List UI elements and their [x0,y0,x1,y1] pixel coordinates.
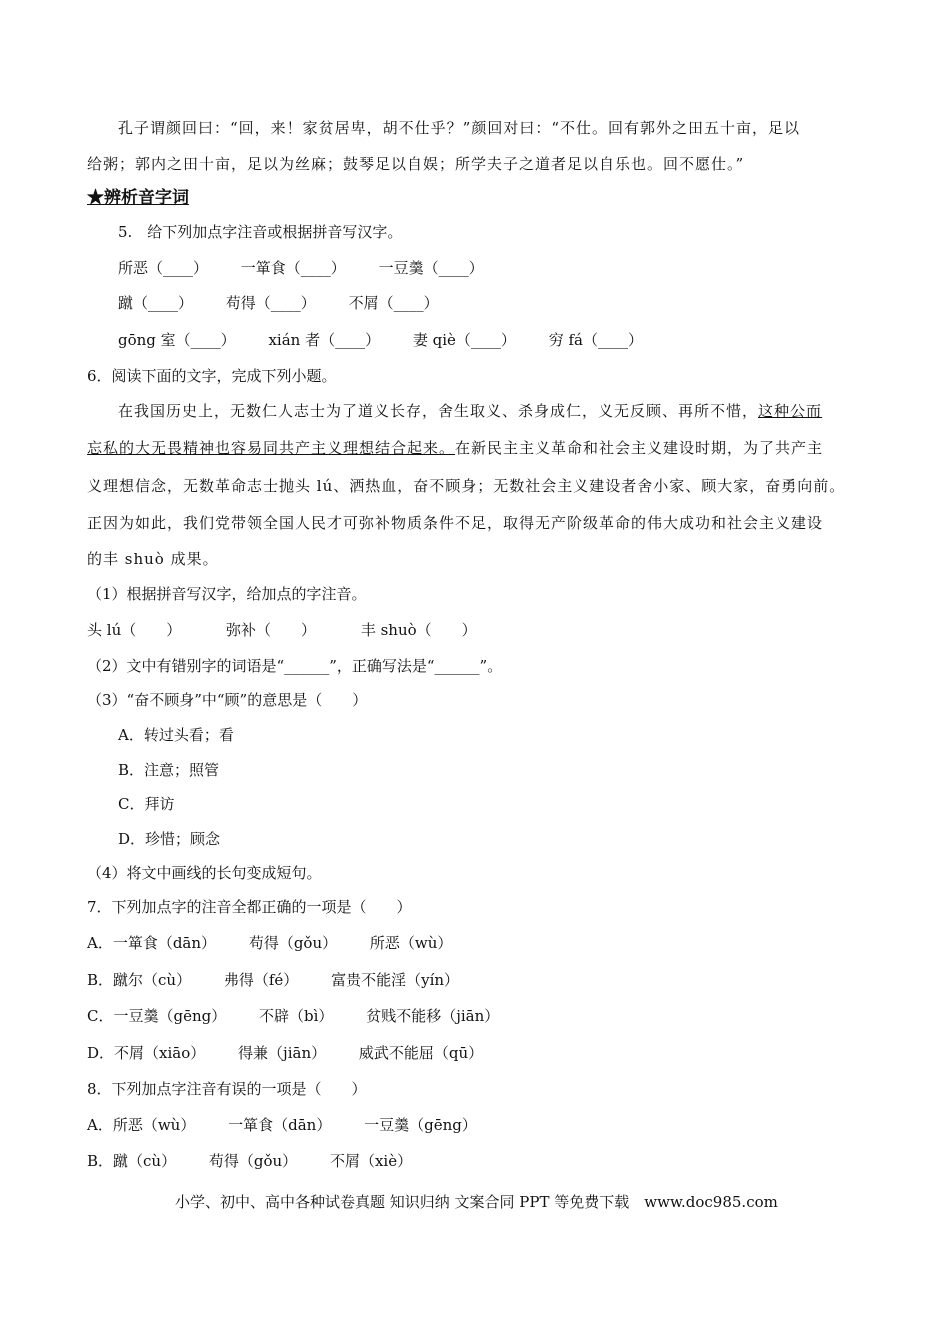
q6-passage-line-4: 正因为如此，我们党带领全国人民才可弥补物质条件不足，取得无产阶级革命的伟大成功和社会主义建设 [87,514,824,532]
q8-a-2: 一箪食（dān） [228,1116,332,1134]
q6-option-d: D．珍惜；顾念 [118,830,221,848]
q5-row-2 [118,293,439,313]
q7-c-2: 不辟（bì） [259,1007,334,1025]
q7-stem: 7．下列加点字的注音全都正确的一项是（ ） [87,898,412,916]
q6-underlined-text: 这种公而 [758,402,823,420]
q6-passage-line-1 [118,401,822,421]
q6-text: 在新民主主义革命和社会主义建设时期，为了共产主 [455,439,824,457]
q6-stem: 6．阅读下面的文字，完成下列小题。 [87,367,337,385]
q6-option-b: B．注意；照管 [118,761,220,779]
q6-sub-2: （2）文中有错别字的词语是“______”，正确写法是“______”。 [87,657,503,675]
q7-d-1: D．不屑（xiāo） [87,1044,206,1062]
q7-c-1: C．一豆羹（gēng） [87,1007,227,1025]
passage-line-2: 给粥；郭内之田十亩，足以为丝麻；鼓琴足以自娱；所学夫子之道者足以自乐也。回不愿仕。” [87,155,745,173]
q7-option-b [87,970,459,990]
q8-option-b [87,1151,412,1171]
q6-sub-1-item: 头 lú（ ） [87,621,182,639]
q5-item: 苟得（____） [225,294,316,312]
q6-passage-line-3: 义理想信念，无数革命志士抛头 lú、洒热血，奋不顾身；无数社会主义建设者舍小家、顾大家，奋勇向前。 [87,477,846,495]
q8-stem: 8．下列加点字注音有误的一项是（ ） [87,1080,367,1098]
page-footer: 小学、初中、高中各种试卷真题 知识归纳 文案合同 PPT 等免费下载 www.doc985.com [175,1193,778,1211]
q7-b-3: 富贵不能淫（yín） [331,971,460,989]
q8-b-3: 不屑（xiè） [329,1152,413,1170]
passage-line-1: 孔子谓颜回曰：“回，来！家贫居卑，胡不仕乎？”颜回对曰：“不仕。回有郭外之田五十亩，足以 [118,119,801,137]
q8-b-1: B．蹴（cù） [87,1152,177,1170]
q7-option-d [87,1043,483,1063]
q6-text: 在我国历史上，无数仁人志士为了道义长存，舍生取义、杀身成仁，义无反顾、再所不惜， [118,402,759,420]
q7-a-2: 苟得（gǒu） [248,934,338,952]
q6-underlined-text: 忘私的大无畏精神也容易同共产主义理想结合起来。 [87,439,456,457]
q7-a-1: A．一箪食（dān） [87,934,217,952]
q6-option-a: A．转过头看；看 [118,726,234,744]
q6-sub-1: （1）根据拼音写汉字，给加点的字注音。 [87,585,367,603]
q6-sub-4: （4）将文中画线的长句变成短句。 [87,864,322,882]
q7-d-3: 威武不能屈（qū） [358,1044,484,1062]
q8-b-2: 苟得（gǒu） [208,1152,298,1170]
q5-row-1 [118,258,484,278]
q6-sub-1-items [87,620,477,640]
q5-row-3 [118,330,643,350]
q5-item: 不屑（____） [348,294,439,312]
q6-sub-3: （3）“奋不顾身”中“顾”的意思是（ ） [87,691,368,709]
q5-item: xián 者（____） [268,331,381,349]
q5-item: gōng 室（____） [118,331,236,349]
q6-sub-1-item: 弥补（ ） [226,621,317,639]
q5-item: 一豆羹（____） [378,259,484,277]
q5-item: 穷 fá（____） [548,331,643,349]
q5-stem: 5. 给下列加点字注音或根据拼音写汉字。 [118,223,403,241]
q6-sub-1-item: 丰 shuò（ ） [360,621,477,639]
q8-a-3: 一豆羹（gēng） [364,1116,477,1134]
section-title: ★辨析音字词 [87,188,189,208]
q5-item: 蹴（____） [118,294,194,312]
q5-item: 妻 qiè（____） [412,331,516,349]
q6-option-c: C．拜访 [118,795,175,813]
q5-item: 所恶（____） [118,259,209,277]
q6-passage-line-5: 的丰 shuò 成果。 [87,550,219,568]
q7-option-c [87,1006,499,1026]
q7-d-2: 得兼（jiān） [238,1044,327,1062]
q7-a-3: 所恶（wù） [369,934,453,952]
q7-b-1: B．蹴尔（cù） [87,971,192,989]
q8-a-1: A．所恶（wù） [87,1116,196,1134]
q8-option-a [87,1115,477,1135]
q7-option-a [87,933,452,953]
q5-item: 一箪食（____） [240,259,346,277]
q7-c-3: 贫贱不能移（jiān） [366,1007,500,1025]
q6-passage-line-2 [87,438,823,458]
q7-b-2: 弗得（fé） [223,971,299,989]
